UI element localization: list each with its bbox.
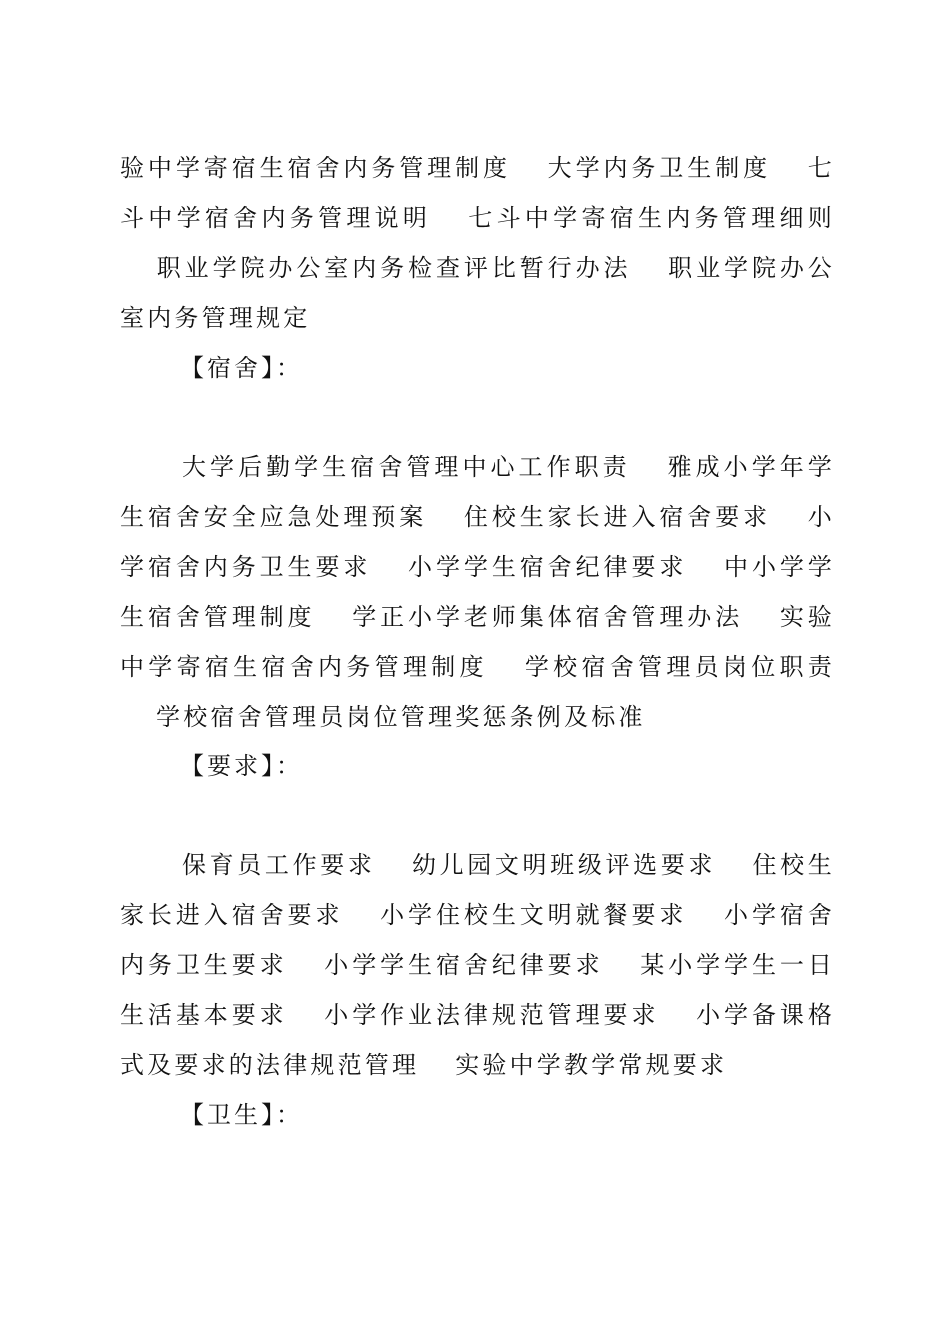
- list-item: 验中学寄宿生宿舍内务管理制度: [120, 154, 511, 182]
- list-item: 职业学院办公室内务管理规定: [120, 254, 836, 332]
- list-item: 住校生家长进入宿舍要求: [120, 851, 835, 929]
- list-item: 学校宿舍管理员岗位管理奖惩条例及标准: [156, 703, 646, 731]
- requirements-paragraph: [120, 840, 835, 1090]
- list-item: 某小学学生一日生活基本要求: [120, 951, 836, 1029]
- dormitory-paragraph: [120, 442, 835, 742]
- intro-paragraph: [120, 143, 835, 343]
- list-item: 实验中学教学常规要求: [455, 1051, 728, 1079]
- list-item: 七斗中学宿舍内务管理说明: [120, 154, 835, 232]
- list-item: 学正小学老师集体宿舍管理办法: [351, 603, 744, 631]
- list-item: 小学学生宿舍纪律要求: [323, 951, 604, 979]
- list-item: 幼儿园文明班级评选要求: [411, 851, 717, 879]
- section-heading-dormitory: 【宿舍】：: [180, 354, 303, 382]
- list-item: 小学学生宿舍纪律要求: [407, 553, 688, 581]
- list-item: 职业学院办公室内务检查评比暂行办法: [156, 254, 632, 282]
- section-heading-hygiene: 【卫生】：: [180, 1101, 303, 1129]
- list-item: 小学宿舍内务卫生要求: [120, 503, 836, 581]
- list-item: 中小学学生宿舍管理制度: [120, 553, 835, 631]
- list-item: 小学宿舍内务卫生要求: [120, 901, 835, 979]
- list-item: 小学作业法律规范管理要求: [323, 1001, 660, 1029]
- list-item: 实验中学寄宿生宿舍内务管理制度: [120, 603, 835, 681]
- section-heading-requirements: 【要求】：: [180, 752, 303, 780]
- list-item: 住校生家长进入宿舍要求: [463, 503, 772, 531]
- list-item: 小学备课格式及要求的法律规范管理: [120, 1001, 836, 1079]
- list-item: 小学住校生文明就餐要求: [379, 901, 688, 929]
- list-item: 学校宿舍管理员岗位职责: [523, 653, 835, 681]
- list-item: 大学后勤学生宿舍管理中心工作职责: [182, 453, 631, 481]
- list-item: 保育员工作要求: [182, 851, 376, 879]
- list-item: 七斗中学寄宿生内务管理细则: [467, 204, 835, 232]
- list-item: 雅成小学年学生宿舍安全应急处理预案: [120, 453, 836, 531]
- list-item: 大学内务卫生制度: [546, 154, 772, 182]
